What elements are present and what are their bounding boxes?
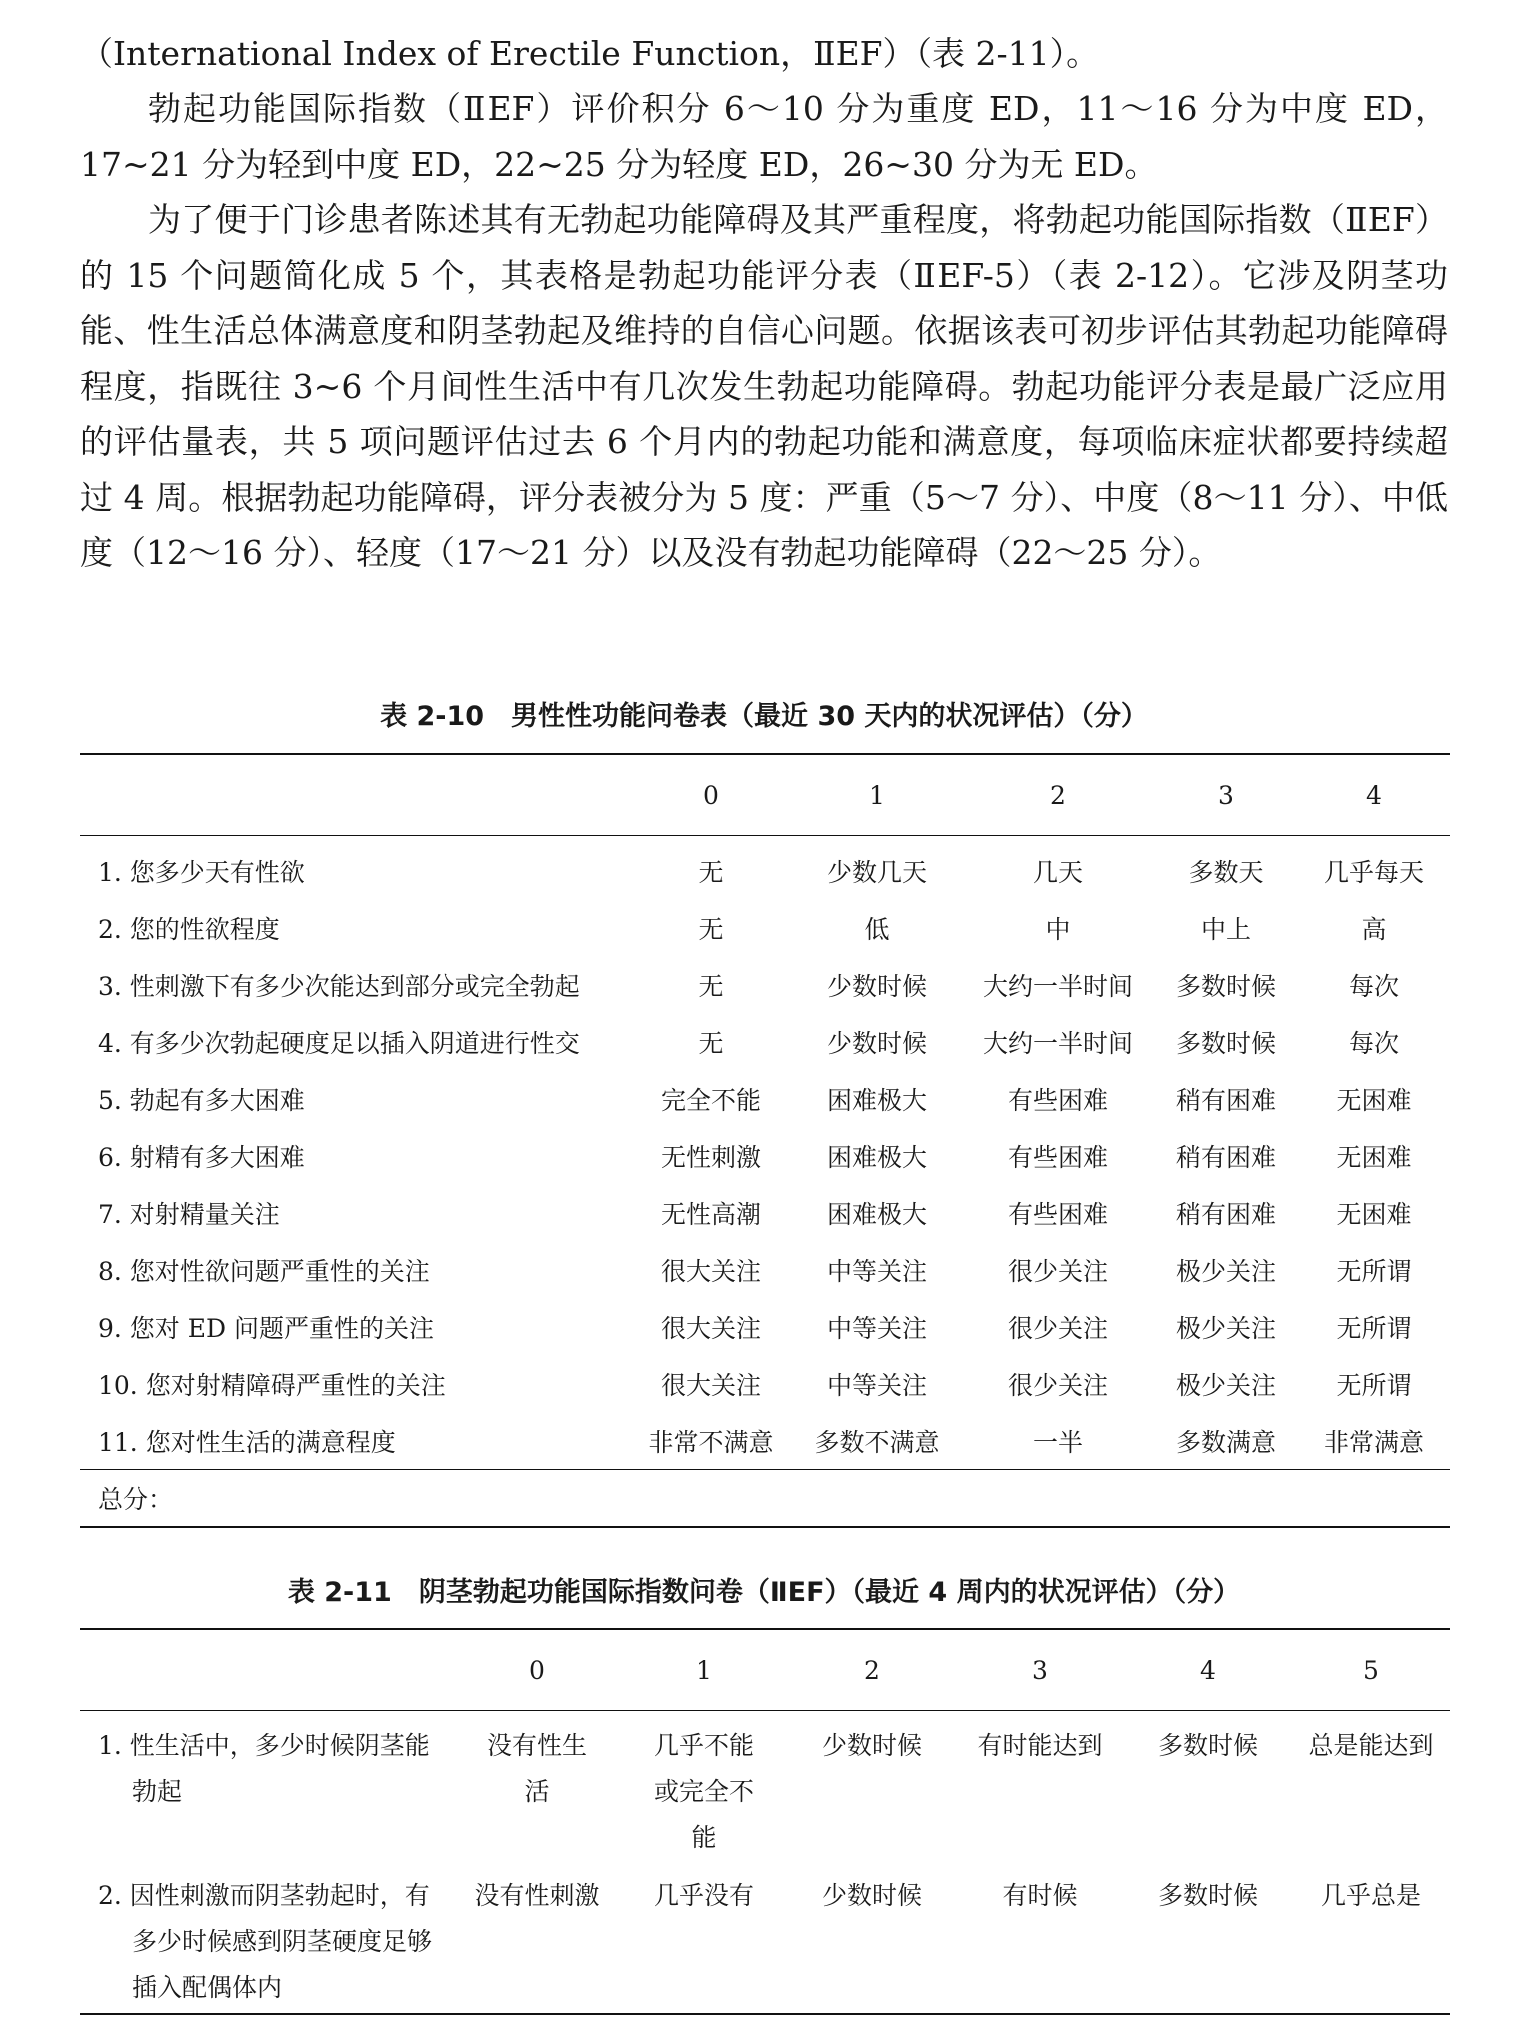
table-total-row: [80, 1470, 1450, 1528]
answer-cell: 无所谓: [1336, 1256, 1412, 1286]
score-header: 0: [454, 1629, 620, 1711]
score-header: 2: [788, 1629, 956, 1711]
answer-cell: 总是能达到: [1292, 1711, 1450, 1862]
answer-cell: 少数时候: [826, 1028, 927, 1058]
answer-cell: 少数几天: [792, 836, 962, 900]
answer-cell: 多数时候: [1124, 1861, 1292, 2014]
answer-cell: 高: [1361, 914, 1387, 944]
answer-cell: 中等关注: [826, 1370, 927, 1400]
answer-cell: 多数时候: [1175, 971, 1276, 1001]
answer-cell: 极少关注: [1175, 1256, 1276, 1286]
answer-cell: 少数时候: [826, 971, 927, 1001]
table-row: [80, 1127, 1450, 1184]
answer-cell: 无性刺激: [660, 1142, 761, 1172]
total-score-label: 总分：: [80, 1470, 1450, 1528]
table-2-11-header-row: [80, 1629, 1450, 1711]
table-2-10: [80, 753, 1450, 1528]
question-cell: 7. 对射精量关注: [98, 1199, 280, 1229]
answer-cell: 无所谓: [1336, 1313, 1412, 1343]
answer-cell: 有时候: [956, 1861, 1124, 2014]
answer-cell: 没有性刺激: [454, 1861, 620, 2014]
table-row: [80, 1861, 1450, 2014]
answer-cell: 非常满意: [1323, 1427, 1424, 1457]
table-2-10-header-row: [80, 754, 1450, 836]
answer-cell: 无所谓: [1336, 1370, 1412, 1400]
table-row: [80, 1013, 1450, 1070]
table-row: [80, 1355, 1450, 1412]
score-header: 0: [630, 754, 792, 836]
answer-cell: 多数不满意: [814, 1427, 940, 1457]
answer-cell: 有些困难: [1007, 1199, 1108, 1229]
table-row: [80, 1241, 1450, 1298]
answer-cell: 低: [864, 914, 890, 944]
score-header: 3: [1154, 754, 1298, 836]
score-header: 3: [956, 1629, 1124, 1711]
question-cell: 5. 勃起有多大困难: [98, 1085, 305, 1115]
answer-cell: 无: [698, 971, 724, 1001]
answer-cell: 多数时候: [1124, 1711, 1292, 1862]
table-2-11: [80, 1628, 1450, 2015]
answer-cell: 无困难: [1336, 1085, 1412, 1115]
question-cell: 4. 有多少次勃起硬度足以插入阴道进行性交: [98, 1028, 580, 1058]
answer-cell: 有些困难: [1007, 1142, 1108, 1172]
answer-cell: 几乎每天: [1298, 836, 1450, 900]
answer-cell: 几乎不能或完全不能: [620, 1711, 788, 1862]
question-cell: 11. 您对性生活的满意程度: [98, 1427, 396, 1457]
answer-cell: 中等关注: [826, 1256, 927, 1286]
answer-cell: 无困难: [1336, 1142, 1412, 1172]
question-cell: 2. 您的性欲程度: [98, 914, 280, 944]
score-header: 2: [962, 754, 1154, 836]
answer-cell: 稍有困难: [1175, 1085, 1276, 1115]
table-row: [80, 1184, 1450, 1241]
answer-cell: 很少关注: [1007, 1256, 1108, 1286]
answer-cell: 有些困难: [1007, 1085, 1108, 1115]
score-header: 4: [1124, 1629, 1292, 1711]
answer-cell: 很少关注: [1007, 1370, 1108, 1400]
answer-cell: 有时能达到: [956, 1711, 1124, 1862]
score-header: 1: [620, 1629, 788, 1711]
answer-cell: 每次: [1348, 971, 1399, 1001]
answer-cell: 中: [1045, 914, 1071, 944]
answer-cell: 稍有困难: [1175, 1142, 1276, 1172]
answer-cell: 少数时候: [788, 1861, 956, 2014]
answer-cell: 几天: [962, 836, 1154, 900]
paragraph-iief5-description: 为了便于门诊患者陈述其有无勃起功能障碍及其严重程度，将勃起功能国际指数（ⅡEF）的 15 个问题简化成 5 个，其表格是勃起功能评分表（ⅡEF-5）（表 2-12）。它涉及阴茎功能、性生活总体满意度和阴茎勃起及维持的自信心问题。依据该表可初步评估其勃起功能障碍程度，指既往 3~6 个月间性生活中有几次发生勃起功能障碍。勃起功能评分表是最广泛应用的评估量表，共 5 项问题评估过去 6 个月内的勃起功能和满意度，每项临床症状都要持续超过 4 周。根据勃起功能障碍，评分表被分为 5 度：严重（5～7 分）、中度（8～11 分）、中低度（12～16 分）、轻度（17～21 分）以及没有勃起功能障碍（22～25 分）。: [80, 200, 1448, 572]
table-row: [80, 1412, 1450, 1470]
table-row: [80, 956, 1450, 1013]
answer-cell: 无性高潮: [660, 1199, 761, 1229]
answer-cell: 一半: [1032, 1427, 1083, 1457]
answer-cell: 完全不能: [660, 1085, 761, 1115]
answer-cell: 很大关注: [660, 1256, 761, 1286]
question-cell: [80, 1861, 454, 2014]
score-header: 5: [1292, 1629, 1450, 1711]
score-header: 1: [792, 754, 962, 836]
table-2-10-caption: 表 2-10 男性性功能问卷表（最近 30 天内的状况评估）（分）: [380, 701, 1148, 732]
question-cell: 8. 您对性欲问题严重性的关注: [98, 1256, 430, 1286]
answer-cell: 中等关注: [826, 1313, 927, 1343]
answer-cell: 很少关注: [1007, 1313, 1108, 1343]
score-header: 4: [1298, 754, 1450, 836]
answer-cell: 很大关注: [660, 1370, 761, 1400]
answer-cell: 几乎没有: [620, 1861, 788, 2014]
answer-cell: 很大关注: [660, 1313, 761, 1343]
table-row: [80, 1070, 1450, 1127]
answer-cell: 多数时候: [1175, 1028, 1276, 1058]
answer-cell: 大约一半时间: [982, 971, 1133, 1001]
table-2-11-caption: 表 2-11 阴茎勃起功能国际指数问卷（ⅡEF）（最近 4 周内的状况评估）（分）: [287, 1577, 1241, 1608]
question-cell: 1. 您多少天有性欲: [80, 836, 630, 900]
question-text: 1. 性生活中，多少时候阴茎能勃起: [98, 1731, 430, 1806]
question-cell: [80, 1711, 454, 1862]
answer-cell: 少数时候: [788, 1711, 956, 1862]
table-row: [80, 899, 1450, 956]
answer-cell: 无: [698, 1028, 724, 1058]
answer-cell: 无: [630, 836, 792, 900]
table-header-blank: [80, 754, 630, 836]
answer-cell: 非常不满意: [648, 1427, 774, 1457]
question-cell: 6. 射精有多大困难: [98, 1142, 305, 1172]
table-header-blank: [80, 1629, 454, 1711]
answer-cell: 无困难: [1336, 1199, 1412, 1229]
answer-cell: 中上: [1200, 914, 1251, 944]
answer-cell: 无: [698, 914, 724, 944]
answer-cell: 多数满意: [1175, 1427, 1276, 1457]
question-cell: 10. 您对射精障碍严重性的关注: [98, 1370, 446, 1400]
answer-cell: 极少关注: [1175, 1370, 1276, 1400]
table-row: [80, 1711, 1450, 1862]
answer-cell: 困难极大: [826, 1085, 927, 1115]
paragraph-iief-scoring: 勃起功能国际指数（ⅡEF）评价积分 6～10 分为重度 ED，11～16 分为中度 ED，17~21 分为轻到中度 ED，22~25 分为轻度 ED，26~30 分为无 ED。: [80, 89, 1448, 184]
table-row: [80, 1298, 1450, 1355]
paragraph-intro-fragment: （International Index of Erectile Function，ⅡEF）（表 2-11）。: [80, 34, 1100, 73]
answer-cell: 每次: [1348, 1028, 1399, 1058]
answer-cell: 困难极大: [826, 1199, 927, 1229]
answer-cell: 大约一半时间: [982, 1028, 1133, 1058]
answer-cell: 极少关注: [1175, 1313, 1276, 1343]
question-cell: 3. 性刺激下有多少次能达到部分或完全勃起: [98, 971, 580, 1001]
answer-cell: 几乎总是: [1292, 1861, 1450, 2014]
question-text: 2. 因性刺激而阴茎勃起时，有多少时候感到阴茎硬度足够插入配偶体内: [98, 1881, 433, 2002]
table-row: [80, 836, 1450, 900]
answer-cell: 没有性生活: [454, 1711, 620, 1862]
answer-cell: 困难极大: [826, 1142, 927, 1172]
question-cell: 9. 您对 ED 问题严重性的关注: [98, 1313, 434, 1343]
answer-cell: 稍有困难: [1175, 1199, 1276, 1229]
answer-cell: 多数天: [1154, 836, 1298, 900]
